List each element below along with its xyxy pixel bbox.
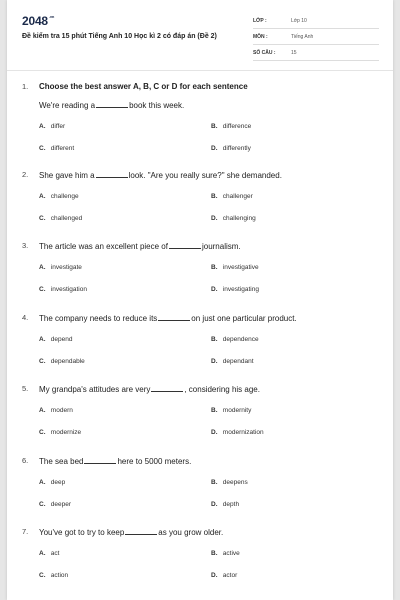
option-letter: C.	[39, 215, 46, 222]
option-letter: C.	[39, 145, 46, 152]
question-number: 3.	[22, 241, 29, 250]
option-text: deeper	[49, 501, 72, 508]
option-text: dependant	[221, 358, 254, 365]
option-letter: D.	[211, 286, 218, 293]
question-sentence	[39, 313, 297, 323]
quiz-meta	[253, 15, 379, 63]
answer-option[interactable]	[39, 336, 73, 343]
option-text: modernity	[221, 407, 252, 414]
answer-blank	[158, 313, 190, 321]
answer-option[interactable]	[211, 572, 237, 579]
answer-option[interactable]	[39, 215, 82, 222]
answer-blank	[96, 100, 128, 108]
sentence-after: book this week.	[129, 101, 185, 110]
sentence-before: We're reading a	[39, 101, 96, 110]
option-letter: A.	[39, 479, 46, 486]
answer-option[interactable]	[211, 215, 256, 222]
answer-option[interactable]	[211, 429, 264, 436]
meta-subject	[253, 31, 379, 45]
answer-option[interactable]	[39, 286, 87, 293]
option-letter: A.	[39, 550, 46, 557]
sentence-after: , considering his age.	[184, 385, 260, 394]
answer-option[interactable]	[211, 501, 239, 508]
option-text: modernization	[221, 429, 264, 436]
option-text: deep	[49, 479, 66, 486]
answer-option[interactable]	[211, 358, 254, 365]
question-sentence	[39, 527, 223, 537]
question-sentence	[39, 170, 282, 180]
option-letter: C.	[39, 358, 46, 365]
option-text: challenge	[49, 193, 79, 200]
option-letter: C.	[39, 429, 46, 436]
answer-option[interactable]	[39, 264, 82, 271]
question-number: 6.	[22, 456, 29, 465]
sentence-after: here to 5000 meters.	[117, 457, 192, 466]
answer-option[interactable]	[39, 145, 74, 152]
logo-text: 2048	[22, 14, 48, 28]
answer-option[interactable]	[39, 479, 65, 486]
meta-count	[253, 47, 379, 61]
site-logo[interactable]	[22, 14, 54, 28]
meta-count-key: SỐ CÂU :	[253, 50, 276, 56]
answer-option[interactable]	[39, 429, 81, 436]
meta-subject-key: MÔN :	[253, 34, 268, 40]
option-letter: C.	[39, 286, 46, 293]
question-number: 4.	[22, 313, 29, 322]
option-letter: B.	[211, 407, 218, 414]
option-text: investigating	[221, 286, 259, 293]
answer-blank	[96, 170, 128, 178]
answer-option[interactable]	[39, 550, 59, 557]
answer-option[interactable]	[211, 286, 259, 293]
option-letter: D.	[211, 501, 218, 508]
option-text: modernize	[49, 429, 82, 436]
meta-class-key: LỚP :	[253, 18, 267, 24]
question-instruction: Choose the best answer A, B, C or D for each sentence	[39, 82, 248, 91]
answer-option[interactable]	[39, 193, 79, 200]
sentence-before: You've got to try to keep	[39, 528, 125, 537]
answer-option[interactable]	[39, 407, 73, 414]
meta-subject-value: Tiếng Anh	[291, 34, 314, 40]
option-text: modern	[49, 407, 73, 414]
option-letter: B.	[211, 479, 218, 486]
option-text: active	[221, 550, 240, 557]
option-letter: D.	[211, 429, 218, 436]
answer-option[interactable]	[211, 550, 240, 557]
option-letter: A.	[39, 336, 46, 343]
header-divider	[7, 70, 393, 71]
answer-blank	[151, 384, 183, 392]
option-letter: D.	[211, 358, 218, 365]
sentence-before: The sea bed	[39, 457, 84, 466]
option-letter: B.	[211, 123, 218, 130]
option-letter: C.	[39, 572, 46, 579]
question-number: 5.	[22, 384, 29, 393]
quiz-header	[7, 0, 393, 66]
answer-option[interactable]	[39, 572, 68, 579]
sentence-before: The company needs to reduce its	[39, 314, 158, 323]
option-letter: A.	[39, 123, 46, 130]
option-text: differ	[49, 123, 66, 130]
option-text: challenging	[221, 215, 256, 222]
meta-class-value: Lớp 10	[291, 18, 307, 24]
answer-option[interactable]	[211, 145, 251, 152]
sentence-before: The article was an excellent piece of	[39, 242, 168, 251]
quiz-title: Đề kiểm tra 15 phút Tiếng Anh 10 Học kì 2 có đáp án (Đề 2)	[22, 33, 217, 40]
option-letter: A.	[39, 264, 46, 271]
option-letter: B.	[211, 264, 218, 271]
question-sentence	[39, 456, 191, 466]
answer-option[interactable]	[211, 407, 251, 414]
answer-blank	[84, 456, 116, 464]
option-text: differently	[221, 145, 251, 152]
sentence-after: look. "Are you really sure?" she demanded.	[128, 171, 282, 180]
option-text: dependence	[221, 336, 259, 343]
option-text: investigation	[49, 286, 87, 293]
option-text: difference	[221, 123, 252, 130]
answer-option[interactable]	[211, 264, 259, 271]
option-letter: B.	[211, 193, 218, 200]
question-number: 7.	[22, 527, 29, 536]
option-text: investigative	[221, 264, 259, 271]
option-text: investigate	[49, 264, 82, 271]
option-letter: B.	[211, 336, 218, 343]
sentence-after: journalism.	[201, 242, 241, 251]
answer-option[interactable]	[211, 123, 251, 130]
option-letter: C.	[39, 501, 46, 508]
option-text: actor	[221, 572, 238, 579]
logo-tld: .vn	[48, 14, 55, 19]
question-sentence	[39, 241, 241, 251]
answer-blank	[125, 527, 157, 535]
answer-option[interactable]	[211, 336, 259, 343]
sentence-after: on just one particular product.	[191, 314, 297, 323]
option-letter: A.	[39, 193, 46, 200]
option-text: dependable	[49, 358, 85, 365]
option-text: depth	[221, 501, 240, 508]
sentence-before: My grandpa's attitudes are very	[39, 385, 151, 394]
option-letter: D.	[211, 215, 218, 222]
option-text: challenger	[221, 193, 253, 200]
option-letter: D.	[211, 145, 218, 152]
question-number: 1.	[22, 82, 29, 91]
option-letter: D.	[211, 572, 218, 579]
option-text: act	[49, 550, 60, 557]
question-sentence	[39, 384, 260, 394]
answer-option[interactable]	[39, 501, 71, 508]
option-text: different	[49, 145, 75, 152]
answer-option[interactable]	[39, 123, 65, 130]
sentence-after: as you grow older.	[158, 528, 224, 537]
answer-blank	[169, 241, 201, 249]
option-text: deepens	[221, 479, 248, 486]
sentence-before: She gave him a	[39, 171, 95, 180]
option-letter: B.	[211, 550, 218, 557]
answer-option[interactable]	[211, 479, 248, 486]
meta-class	[253, 15, 379, 29]
question-sentence	[39, 100, 184, 110]
option-text: action	[49, 572, 69, 579]
answer-option[interactable]	[211, 193, 253, 200]
option-letter: A.	[39, 407, 46, 414]
option-text: challenged	[49, 215, 83, 222]
option-text: depend	[49, 336, 73, 343]
answer-option[interactable]	[39, 358, 85, 365]
question-number: 2.	[22, 170, 29, 179]
quiz-page	[7, 0, 393, 600]
meta-count-value: 15	[291, 50, 297, 56]
